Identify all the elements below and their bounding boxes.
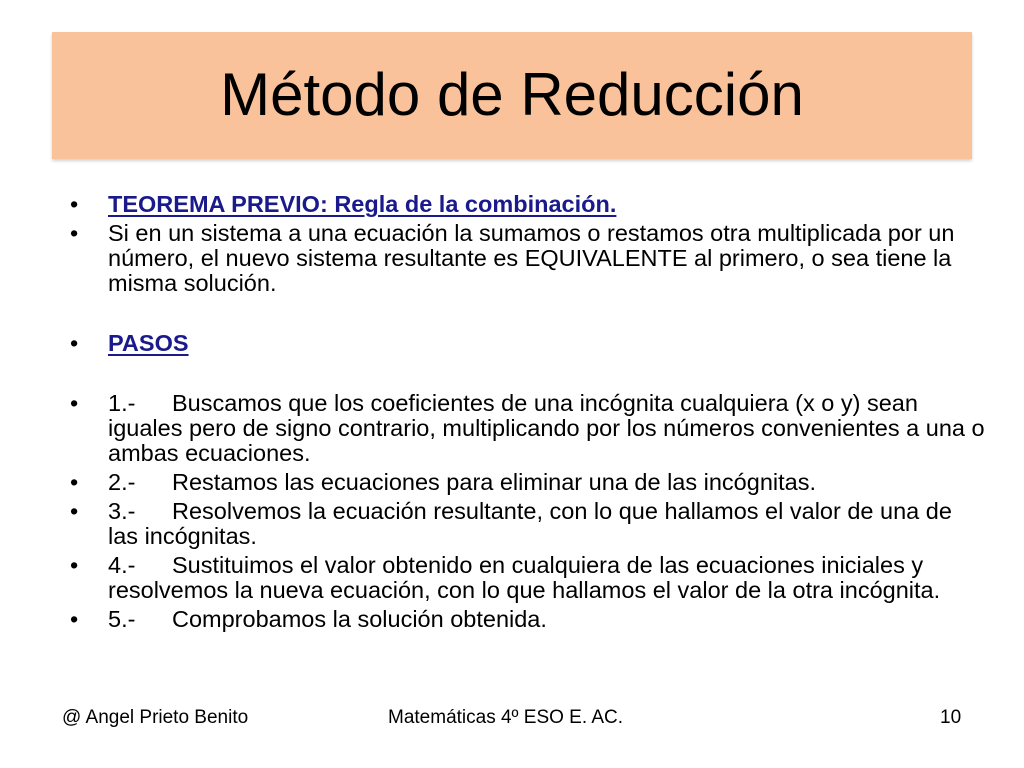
step-item-4: [70, 553, 988, 603]
step-text: Buscamos que los coeficientes de una incógnita cualquiera (x o y) sean iguales pero de signo contrario, multiplicando por los números convenientes a una o ambas ecuaciones.: [108, 390, 985, 466]
step-text: Sustituimos el valor obtenido en cualquiera de las ecuaciones iniciales y resolvemos la nueva ecuación, con lo que hallamos el valor de la otra incógnita.: [108, 552, 941, 603]
footer-author: @ Angel Prieto Benito: [62, 707, 249, 728]
step-number: 5.-: [108, 606, 136, 632]
bullet-dot: •: [70, 191, 79, 217]
step-text: Comprobamos la solución obtenida.: [172, 606, 547, 632]
title-banner: [52, 32, 972, 159]
bullet-dot: •: [70, 552, 79, 578]
bullet-dot: •: [70, 469, 79, 495]
slide-title: Método de Reducción: [220, 61, 804, 128]
bullet-dot: •: [70, 606, 79, 632]
step-item-5: [70, 607, 970, 632]
step-number: 4.-: [108, 552, 136, 578]
step-item-1: [70, 391, 988, 466]
bullet-steps-heading: [70, 331, 970, 356]
bullet-theorem-heading: [70, 192, 970, 217]
step-text: Resolvemos la ecuación resultante, con lo que hallamos el valor de una de las incógnitas.: [108, 498, 952, 549]
step-number: 1.-: [108, 390, 136, 416]
theorem-heading-link[interactable]: TEOREMA PREVIO: Regla de la combinación.: [108, 191, 617, 217]
bullet-dot: •: [70, 390, 79, 416]
slide-content: [70, 191, 985, 632]
steps-heading-link[interactable]: PASOS: [108, 330, 189, 356]
bullet-dot: •: [70, 220, 79, 246]
bullet-theorem-text: [70, 221, 988, 296]
bullet-dot: •: [70, 498, 79, 524]
theorem-text: Si en un sistema a una ecuación la sumamos o restamos otra multiplicada por un número, el nuevo sistema resultante es EQUIVALENTE al primero, o sea tiene la misma solución.: [108, 220, 955, 296]
step-number: 2.-: [108, 469, 136, 495]
step-text: Restamos las ecuaciones para eliminar una de las incógnitas.: [172, 469, 816, 495]
step-item-2: [70, 470, 970, 495]
step-number: 3.-: [108, 498, 136, 524]
step-item-3: [70, 499, 988, 549]
footer-course: Matemáticas 4º ESO E. AC.: [388, 707, 624, 728]
footer-page-number: 10: [940, 707, 962, 728]
bullet-dot: •: [70, 330, 79, 356]
